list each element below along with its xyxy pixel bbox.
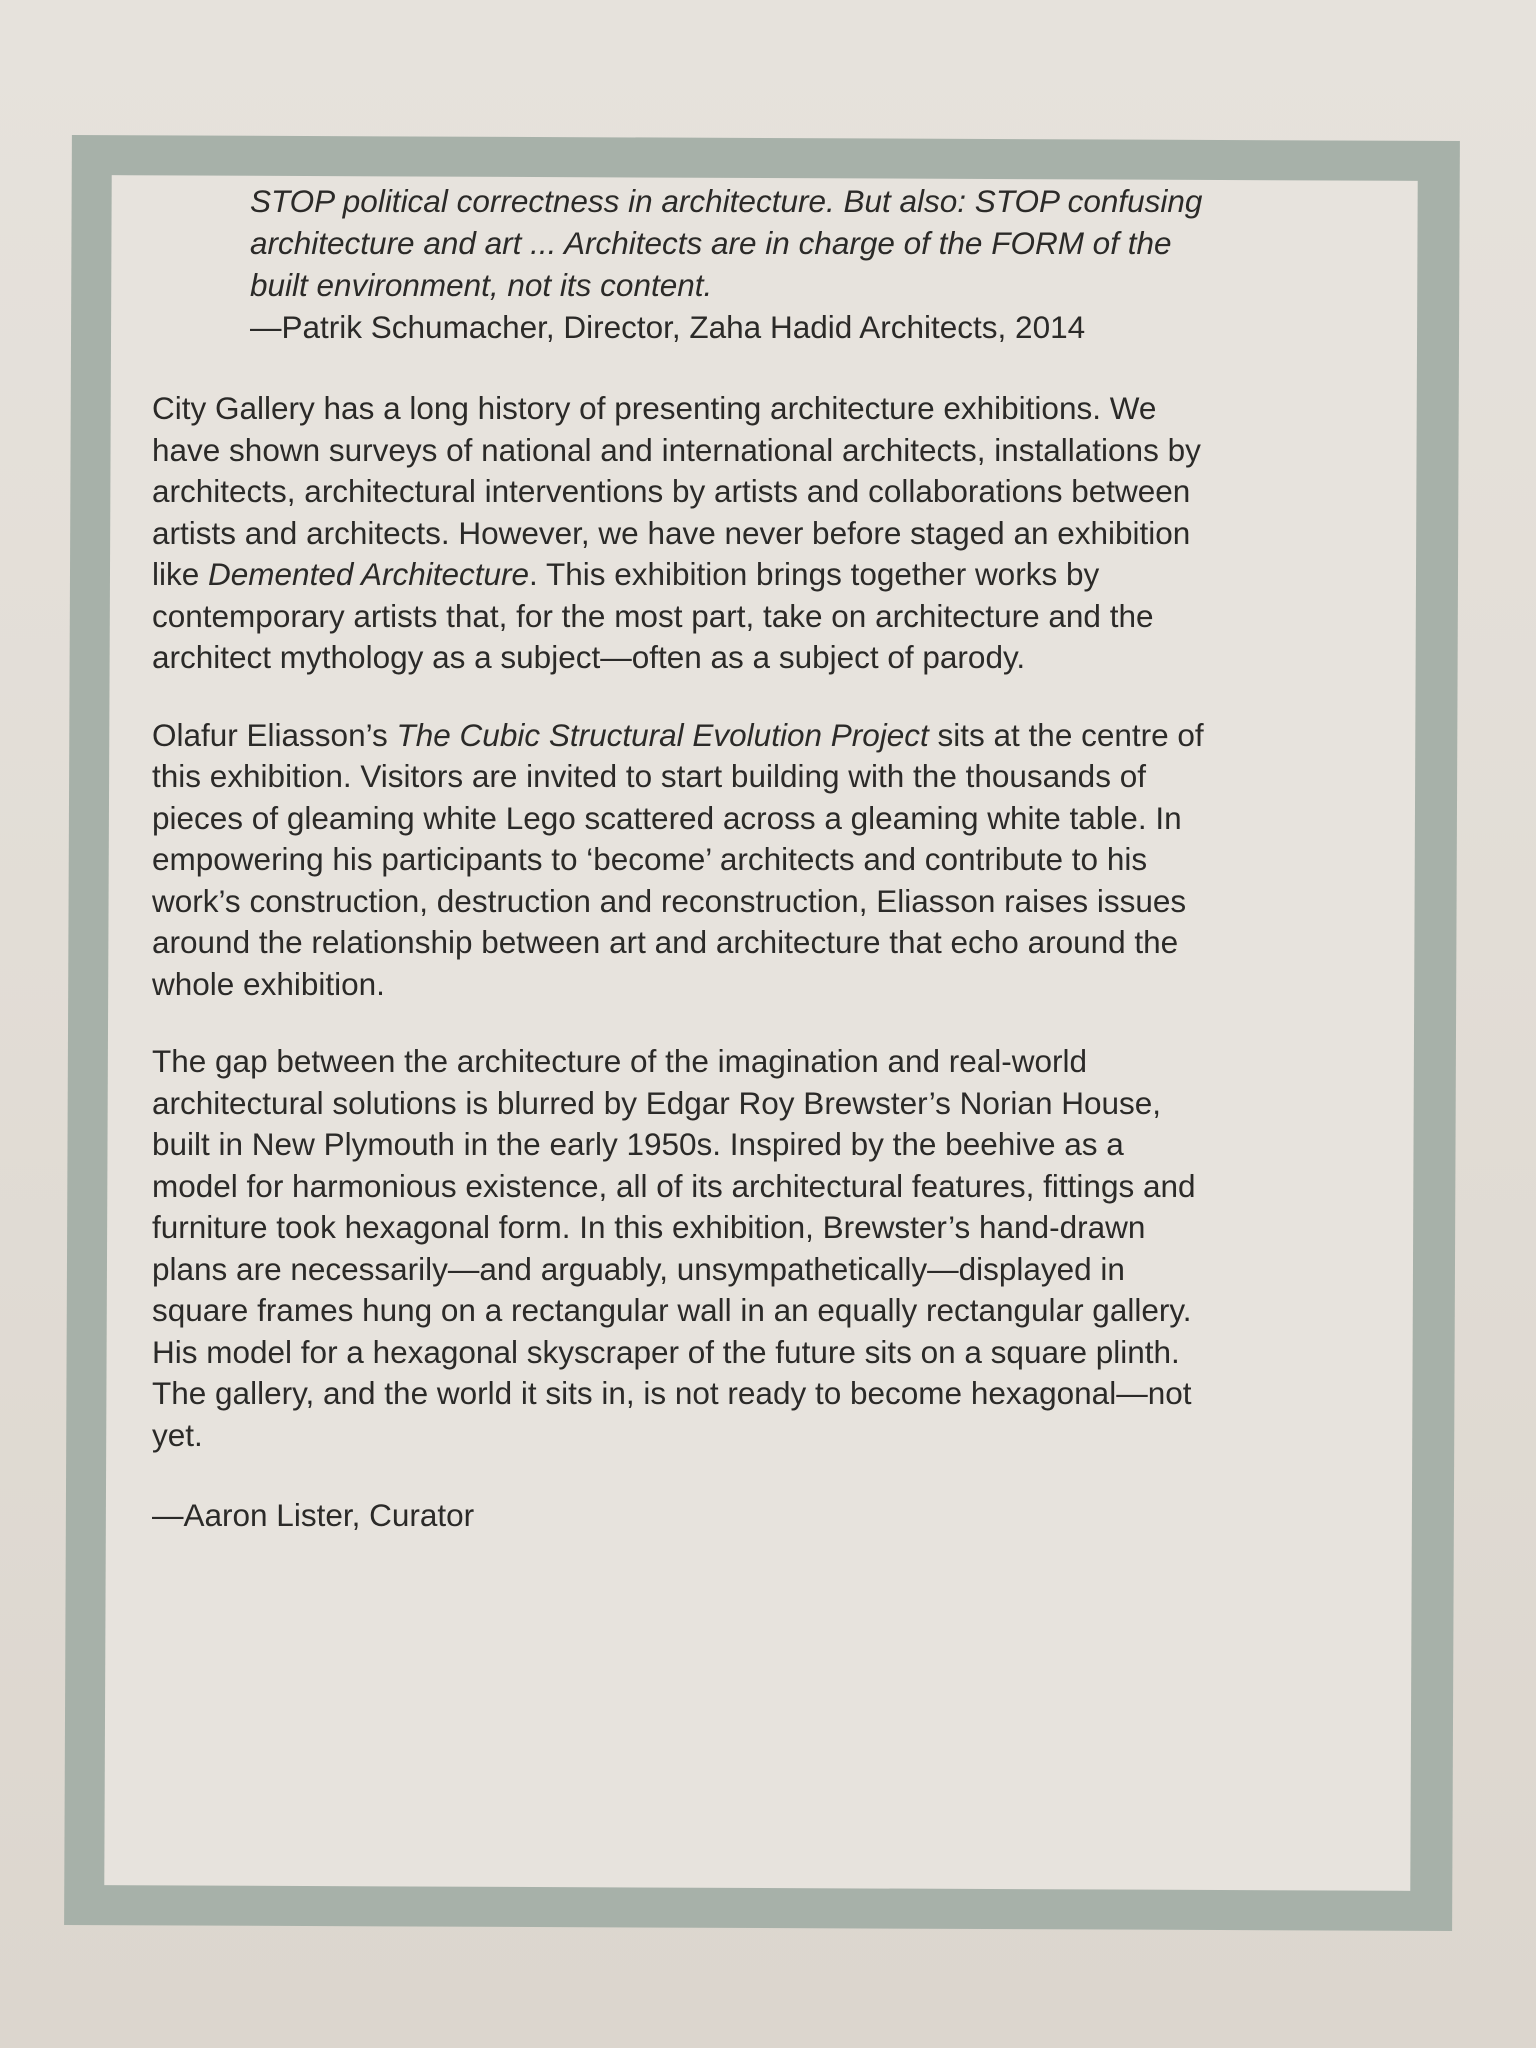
paragraph-eliasson-text-b: sits at the centre of this exhibition. Visitors are invited to start building with the thousands of pieces of gleaming white Lego scattered across a gleaming white table. In empowering his participants to ‘become’ architects and contribute to his work’s construction, destruction and reconstruction, Eliasson raises issues around the relationship between art and architecture that echo around the whole exhibition. xyxy=(152,716,1204,1002)
epigraph-quote xyxy=(250,180,1210,348)
paragraph-eliasson-text-a: Olafur Eliasson’s xyxy=(152,716,397,753)
paragraph-intro-text-a: City Gallery has a long history of presenting architecture exhibitions. We have shown surveys of national and international architects, installations by architects, architectural interventions by artists and collaborations between artists and architects. However, we have never before staged an exhibition like xyxy=(152,390,1201,592)
curator-signature: —Aaron Lister, Curator xyxy=(152,1497,475,1533)
quote-attribution: —Patrik Schumacher, Director, Zaha Hadid Architects, 2014 xyxy=(250,309,1086,345)
paragraph-eliasson xyxy=(152,715,1212,1006)
artwork-title: The Cubic Structural Evolution Project xyxy=(396,716,929,753)
paragraph-intro xyxy=(152,388,1212,679)
paragraph-intro-text-b: . This exhibition brings together works by contemporary artists that, for the most part, take on architecture and the architect mythology as a subject—often as a subject of parody. xyxy=(152,556,1154,675)
quote-text: STOP political correctness in architecture. But also: STOP confusing architecture and art ... Architects are in charge of the FORM of the built environment, not its content. xyxy=(250,183,1203,303)
exhibition-title: Demented Architecture xyxy=(208,556,530,592)
wall-text-content xyxy=(152,180,1212,1536)
paragraph-brewster: The gap between the architecture of the imagination and real-world architectural solutions is blurred by Edgar Roy Brewster’s Norian House, built in New Plymouth in the early 1950s. Inspired by the beehive as a model for harmonious existence, all of its architectural features, fittings and furniture took hexagonal form. In this exhibition, Brewster’s hand-drawn plans are necessarily—and arguably, unsympathetically—displayed in square frames hung on a rectangular wall in an equally rectangular gallery. His model for a hexagonal skyscraper of the future sits on a square plinth. The gallery, and the world it sits in, is not ready to become hexagonal—not yet. xyxy=(152,1043,1196,1453)
